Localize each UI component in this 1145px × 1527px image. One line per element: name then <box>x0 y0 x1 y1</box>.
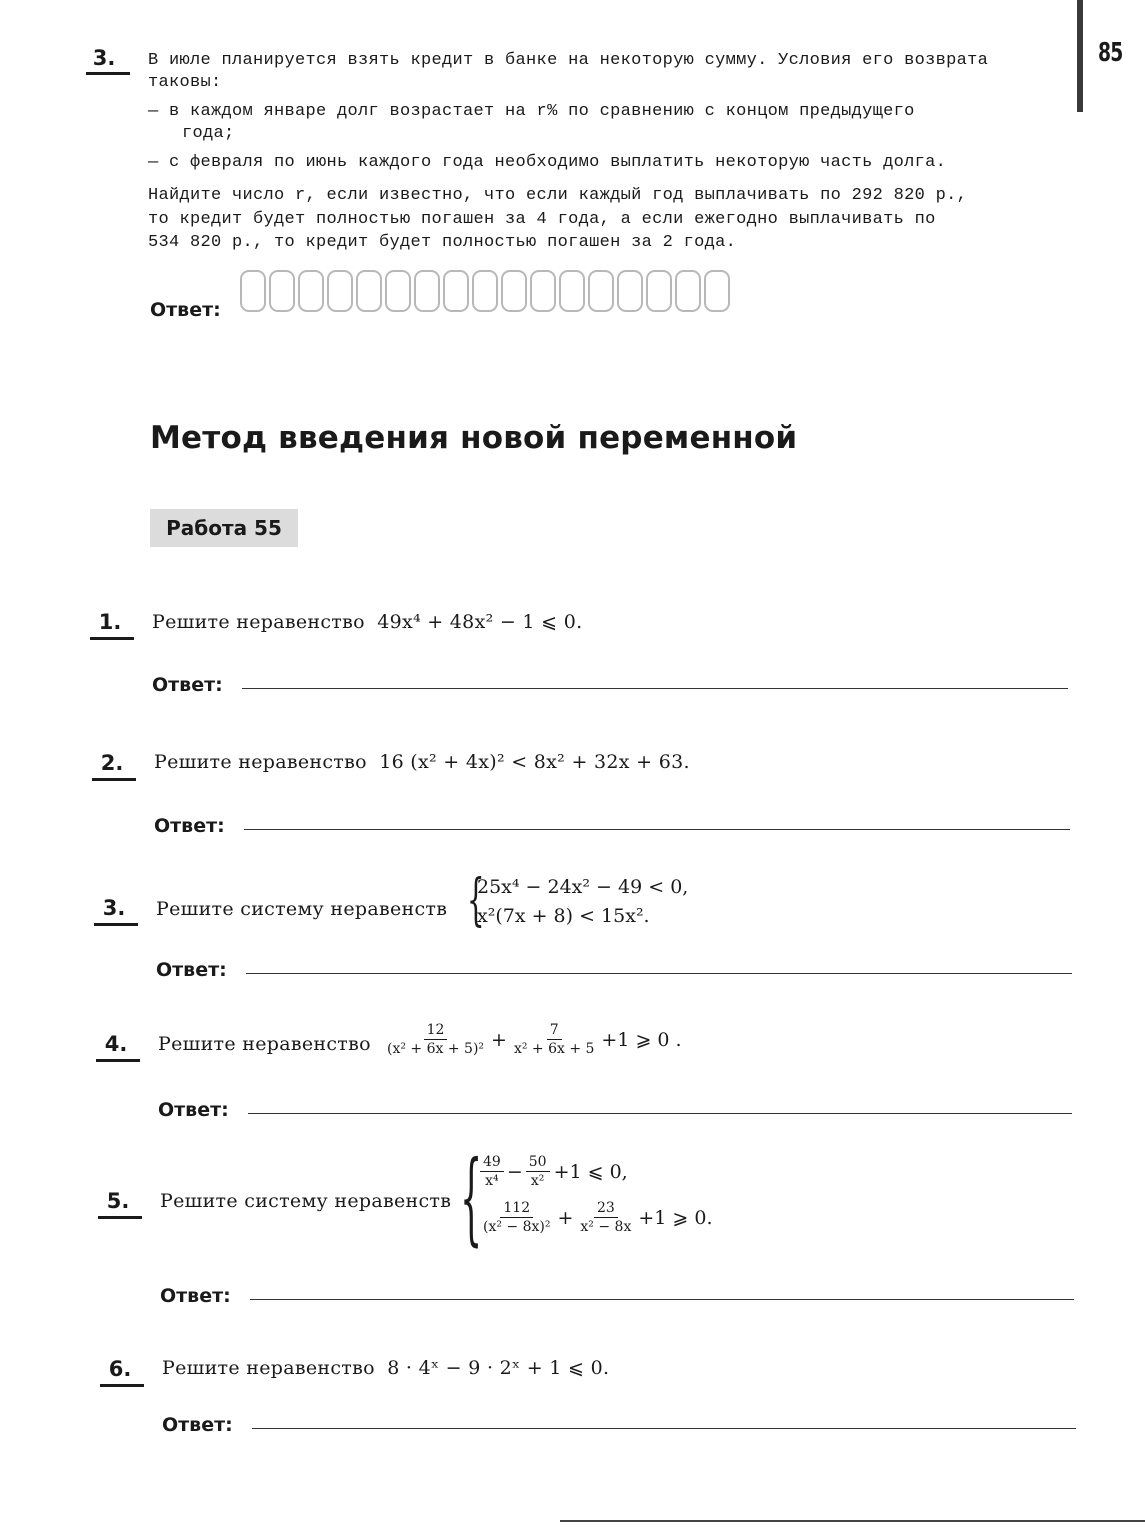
fraction <box>526 1154 550 1189</box>
system-line-2 <box>480 1200 713 1235</box>
denominator: x² + 6x + 5 <box>513 1041 595 1057</box>
task-text: Решите неравенство <box>152 611 365 633</box>
answer-label: Ответ: <box>154 815 225 837</box>
credit-bullet-2: — с февраля по июнь каждого года необходимо выплатить некоторую часть долга. <box>148 153 947 172</box>
page-edge-bar <box>1077 0 1083 112</box>
credit-question-2: то кредит будет полностью погашен за 4 года, а если ежегодно выплачивать по <box>148 210 936 229</box>
credit-line-2: таковы: <box>148 73 222 92</box>
work-label: Работа 55 <box>150 509 298 547</box>
credit-question-1: Найдите число r, если известно, что если каждый год выплачивать по 292 820 р., <box>148 186 968 205</box>
task-number: 3. <box>92 46 116 70</box>
denominator: x² − 8x <box>580 1219 632 1235</box>
task-text: Решите неравенство <box>158 1033 371 1055</box>
task-number: 3. <box>102 896 126 920</box>
numerator: 49 <box>480 1154 504 1172</box>
answer-label: Ответ: <box>158 1099 229 1121</box>
denominator: x⁴ <box>485 1173 499 1189</box>
answer-cell[interactable] <box>472 270 498 312</box>
answer-cell[interactable] <box>501 270 527 312</box>
task-4-expression <box>384 1022 682 1057</box>
task-2-text <box>154 749 690 775</box>
answer-cell[interactable] <box>530 270 556 312</box>
answer-label: Ответ: <box>152 674 223 696</box>
answer-cell[interactable] <box>559 270 585 312</box>
numerator: 7 <box>547 1022 562 1040</box>
task-number-underline <box>100 1384 144 1387</box>
denominator: (x² − 8x)² <box>483 1219 551 1235</box>
task-1-text <box>152 609 582 635</box>
numerator: 112 <box>500 1200 533 1218</box>
credit-bullet-1-cont: года; <box>182 124 235 143</box>
numerator: 50 <box>526 1154 550 1172</box>
task-number: 2. <box>100 751 124 775</box>
fraction <box>511 1022 597 1057</box>
answer-label: Ответ: <box>160 1285 231 1307</box>
task-number: 4. <box>104 1032 128 1056</box>
expression-tail: +1 ⩾ 0 . <box>601 1028 682 1051</box>
answer-cell[interactable] <box>646 270 672 312</box>
system-line-2: x²(7x + 8) < 15x². <box>477 905 650 927</box>
task-number-underline <box>96 1059 140 1062</box>
denominator: x² <box>530 1173 545 1189</box>
answer-cell[interactable] <box>327 270 353 312</box>
task-text: Решите неравенство <box>162 1357 375 1379</box>
task-number-underline <box>86 72 130 75</box>
task-number: 1. <box>98 610 122 634</box>
answer-cell[interactable] <box>414 270 440 312</box>
bottom-rule <box>560 1520 1145 1522</box>
minus-sign: − <box>506 1160 523 1183</box>
answer-line[interactable] <box>248 1113 1072 1114</box>
task-6-text <box>162 1355 609 1381</box>
task-number-underline <box>94 923 138 926</box>
task-text: Решите систему неравенств <box>156 898 448 920</box>
task-number-underline <box>92 778 136 781</box>
numerator: 12 <box>424 1022 448 1040</box>
plus-sign: + <box>557 1206 574 1229</box>
answer-cell[interactable] <box>704 270 730 312</box>
task-number: 6. <box>108 1357 132 1381</box>
answer-line[interactable] <box>244 829 1070 830</box>
task-number: 5. <box>106 1189 130 1213</box>
answer-cell[interactable] <box>443 270 469 312</box>
task-number-underline <box>98 1216 142 1219</box>
fraction <box>480 1154 504 1189</box>
answer-cells[interactable] <box>240 270 730 312</box>
answer-line[interactable] <box>246 973 1072 974</box>
denominator: (x² + 6x + 5)² <box>387 1041 485 1057</box>
fraction <box>480 1200 553 1235</box>
fraction <box>577 1200 634 1235</box>
task-text: Решите неравенство <box>154 751 367 773</box>
credit-bullet-1: — в каждом январе долг возрастает на r% по сравнению с концом предыдущего <box>148 102 915 121</box>
task-expression: 8 · 4ˣ − 9 · 2ˣ + 1 ⩽ 0. <box>387 1357 610 1379</box>
task-expression: 49x⁴ + 48x² − 1 ⩽ 0. <box>377 611 583 633</box>
credit-line-1: В июле планируется взять кредит в банке на некоторую сумму. Условия его возврата <box>148 51 989 70</box>
answer-cell[interactable] <box>385 270 411 312</box>
system-line-1 <box>480 1154 628 1189</box>
answer-cell[interactable] <box>298 270 324 312</box>
numerator: 23 <box>594 1200 618 1218</box>
answer-label: Ответ: <box>162 1414 233 1436</box>
line-tail: +1 ⩾ 0. <box>638 1206 713 1229</box>
fraction <box>384 1022 487 1057</box>
system-line-1: 25x⁴ − 24x² − 49 < 0, <box>477 876 689 898</box>
answer-cell[interactable] <box>269 270 295 312</box>
line-tail: +1 ⩽ 0, <box>553 1160 628 1183</box>
answer-label: Ответ: <box>156 959 227 981</box>
answer-label: Ответ: <box>150 299 221 321</box>
answer-cell[interactable] <box>588 270 614 312</box>
page-number: 85 <box>1098 38 1123 68</box>
answer-cell[interactable] <box>356 270 382 312</box>
task-text: Решите систему неравенств <box>160 1190 452 1212</box>
system-brace: { <box>460 1139 483 1256</box>
answer-line[interactable] <box>252 1428 1076 1429</box>
answer-line[interactable] <box>242 688 1068 689</box>
system-brace: { <box>466 868 485 933</box>
answer-line[interactable] <box>250 1299 1074 1300</box>
plus-sign: + <box>491 1028 507 1051</box>
task-number-underline <box>90 637 134 640</box>
answer-cell[interactable] <box>617 270 643 312</box>
section-title: Метод введения новой переменной <box>150 420 798 456</box>
answer-cell[interactable] <box>240 270 266 312</box>
answer-cell[interactable] <box>675 270 701 312</box>
task-expression: 16 (x² + 4x)² < 8x² + 32x + 63. <box>379 751 690 773</box>
credit-question-3: 534 820 р., то кредит будет полностью погашен за 2 года. <box>148 233 737 252</box>
